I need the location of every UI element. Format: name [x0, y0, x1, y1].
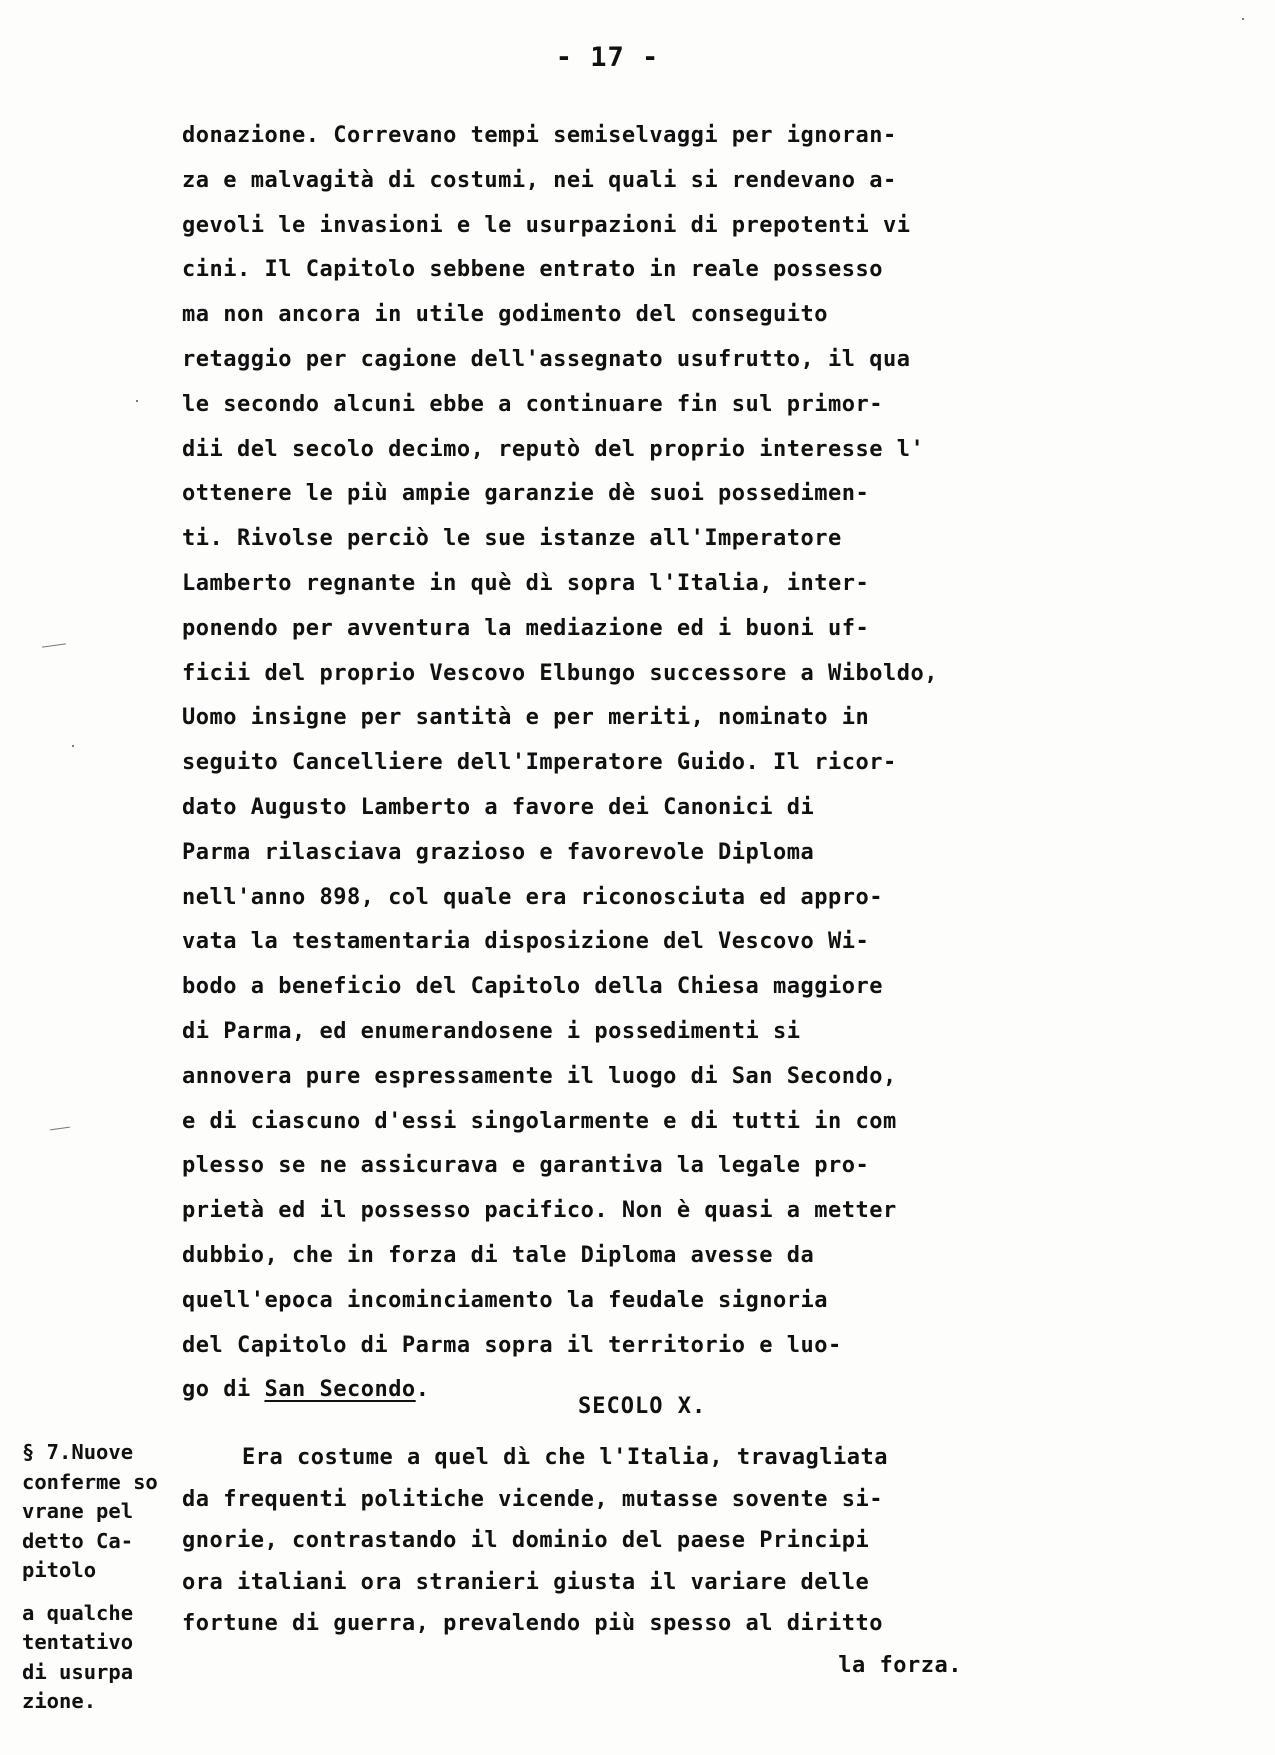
paragraph-line: del Capitolo di Parma sopra il territorio e luo-: [182, 1332, 842, 1358]
paragraph-line: e di ciascuno d'essi singolarmente e di tutti in com: [182, 1108, 897, 1134]
section-line: ora italiani ora stranieri giusta il variare delle: [182, 1569, 870, 1595]
paragraph-line: ti. Rivolse perciò le sue istanze all'Imperatore: [182, 526, 842, 552]
section-line: la forza.: [838, 1652, 962, 1678]
margin-note-line: tentativo: [22, 1630, 134, 1654]
paragraph-line: retaggio per cagione dell'assegnato usufrutto, il qua: [182, 346, 911, 372]
paragraph-line: bodo a beneficio del Capitolo della Chiesa maggiore: [182, 974, 884, 1000]
last-line-prefix: go di: [182, 1377, 265, 1403]
paragraph-line: ponendo per avventura la mediazione ed i buoni uf-: [182, 615, 870, 641]
main-paragraph: [182, 114, 1062, 1413]
paragraph-line: dii del secolo decimo, reputò del proprio interesse l': [182, 436, 925, 462]
paragraph-line: le secondo alcuni ebbe a continuare fin sul primor-: [182, 391, 884, 417]
paragraph-line: cini. Il Capitolo sebbene entrato in reale possesso: [182, 257, 884, 283]
section-line: gnorie, contrastando il dominio del paese Principi: [182, 1528, 870, 1553]
margin-note-line: di usurpa: [22, 1659, 134, 1684]
paragraph-line: dato Augusto Lamberto a favore dei Canonici di: [182, 794, 815, 820]
margin-note-gap: [22, 1586, 182, 1599]
place-name-underlined: San Secondo: [264, 1377, 416, 1403]
scan-speck: [72, 745, 74, 747]
section-paragraph: [182, 1437, 1062, 1686]
paragraph-line: plesso se ne assicurava e garantiva la legale pro-: [182, 1153, 870, 1179]
section-line: Era costume a quel dì che l'Italia, travagliata: [242, 1445, 889, 1470]
paragraph-line: Lamberto regnante in què dì sopra l'Italia, inter-: [182, 570, 870, 596]
paragraph-line: seguito Cancelliere dell'Imperatore Guido. Il ricor-: [182, 750, 897, 776]
paragraph-line: gevoli le invasioni e le usurpazioni di prepotenti vi: [182, 212, 911, 238]
paragraph-line: vata la testamentaria disposizione del Vescovo Wi-: [182, 929, 870, 955]
section-line: da frequenti politiche vicende, mutasse sovente si-: [182, 1486, 884, 1512]
paragraph-line: Uomo insigne per santità e per meriti, nominato in: [182, 705, 870, 731]
margin-note-line: conferme so: [22, 1469, 158, 1494]
paragraph-line: Parma rilasciava grazioso e favorevole Diploma: [182, 839, 815, 865]
paragraph-line: prietà ed il possesso pacifico. Non è quasi a metter: [182, 1198, 897, 1224]
paragraph-line: annovera pure espressamente il luogo di San Secondo,: [182, 1063, 897, 1089]
paragraph-line: di Parma, ed enumerandosene i possedimenti si: [182, 1018, 801, 1044]
section-heading: SECOLO X.: [578, 1394, 707, 1419]
margin-note-line: zione.: [22, 1689, 97, 1713]
scan-mark: [50, 1127, 70, 1131]
paragraph-line: za e malvagità di costumi, nei quali si rendevano a-: [182, 167, 897, 193]
last-line-suffix: .: [415, 1377, 430, 1403]
paragraph-line: ficii del proprio Vescovo Elbungo successore a Wiboldo,: [182, 660, 938, 686]
margin-note: [22, 1438, 182, 1717]
margin-note-line: detto Ca-: [22, 1528, 134, 1553]
paragraph-line: ma non ancora in utile godimento del conseguito: [182, 302, 829, 328]
margin-note-line: § 7.Nuove: [22, 1440, 134, 1464]
scan-speck: [136, 400, 138, 402]
scan-mark: [42, 643, 66, 647]
margin-note-line: vrane pel: [22, 1499, 134, 1523]
paragraph-line: ottenere le più ampie garanzie dè suoi possedimen-: [182, 481, 870, 507]
scan-speck: [1242, 18, 1244, 20]
margin-note-line: pitolo: [22, 1558, 97, 1582]
paragraph-line: dubbio, che in forza di tale Diploma avesse da: [182, 1242, 815, 1268]
margin-note-line: a qualche: [22, 1600, 134, 1625]
paragraph-line: donazione. Correvano tempi semiselvaggi per ignoran-: [182, 123, 897, 148]
paragraph-line: quell'epoca incominciamento la feudale signoria: [182, 1287, 829, 1313]
page-number: - 17 -: [555, 42, 660, 73]
section-line: fortune di guerra, prevalendo più spesso al diritto: [182, 1611, 884, 1636]
paragraph-line: nell'anno 898, col quale era riconosciuta ed appro-: [182, 884, 884, 910]
